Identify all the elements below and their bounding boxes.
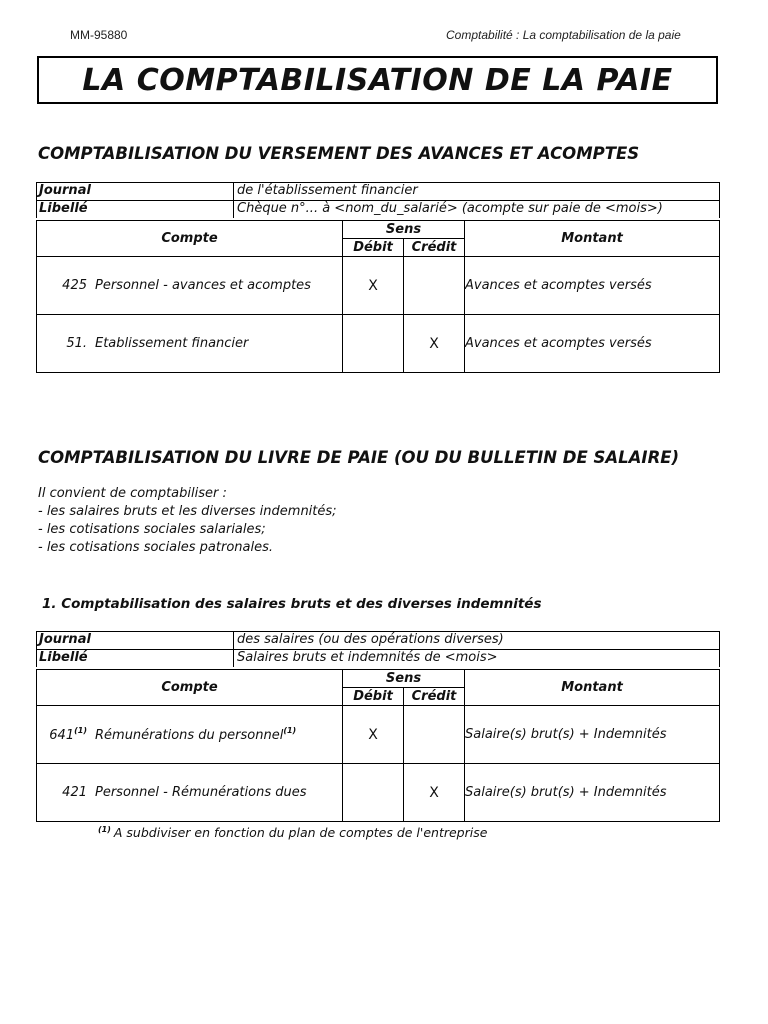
entry-table-avances — [36, 182, 720, 373]
journal-row — [36, 631, 720, 649]
amount-description: Salaire(s) brut(s) + Indemnités — [465, 706, 720, 764]
footnote-mark: (1) — [98, 825, 111, 834]
entry-table-salaires — [36, 631, 720, 822]
journal-label: Journal — [37, 632, 234, 649]
account-number — [37, 726, 95, 743]
col-montant-header: Montant — [465, 670, 720, 706]
footnote-ref: (1) — [74, 726, 87, 735]
subsection-heading: 1. Comptabilisation des salaires bruts et des diverses indemnités — [42, 596, 542, 612]
table-row — [37, 315, 720, 373]
amount-description: Avances et acomptes versés — [465, 315, 720, 373]
libelle-label: Libellé — [37, 650, 234, 667]
libelle-row — [36, 200, 720, 218]
col-compte-header: Compte — [37, 221, 343, 257]
journal-value: des salaires (ou des opérations diverses) — [237, 632, 504, 647]
table-row — [37, 764, 720, 822]
debit-mark — [343, 315, 404, 373]
table-row — [37, 257, 720, 315]
account-label: Etablissement financier — [95, 336, 249, 351]
journal-row — [36, 182, 720, 200]
credit-mark: X — [404, 764, 465, 822]
account-label — [95, 726, 296, 743]
list-item: - les cotisations sociales patronales. — [38, 540, 273, 555]
table-row — [37, 706, 720, 764]
col-montant-header: Montant — [465, 221, 720, 257]
libelle-row — [36, 649, 720, 667]
intro-text: Il convient de comptabiliser : — [38, 486, 227, 501]
list-item: - les cotisations sociales salariales; — [38, 522, 266, 537]
page-title-box — [37, 56, 718, 104]
entries-grid — [36, 220, 720, 373]
credit-mark: X — [404, 315, 465, 373]
section1-heading: COMPTABILISATION DU VERSEMENT DES AVANCES ET ACOMPTES — [38, 144, 640, 163]
col-sens-header: Sens — [343, 670, 465, 688]
footnote-text: A subdiviser en fonction du plan de comptes de l'entreprise — [113, 825, 488, 840]
account-label: Personnel - Rémunérations dues — [95, 785, 307, 800]
entries-grid — [36, 669, 720, 822]
credit-mark — [404, 706, 465, 764]
journal-label: Journal — [37, 183, 234, 200]
footnote — [98, 825, 487, 840]
document-reference: MM-95880 — [70, 28, 128, 42]
intro-paragraph — [38, 485, 337, 557]
col-compte-header: Compte — [37, 670, 343, 706]
amount-description: Salaire(s) brut(s) + Indemnités — [465, 764, 720, 822]
debit-mark — [343, 764, 404, 822]
account-number: 425 — [62, 278, 87, 293]
libelle-value: Salaires bruts et indemnités de <mois> — [237, 650, 498, 665]
running-header: Comptabilité : La comptabilisation de la paie — [446, 28, 681, 42]
col-credit-header: Crédit — [404, 239, 465, 257]
account-label-text: Rémunérations du personnel — [95, 728, 284, 743]
col-credit-header: Crédit — [404, 688, 465, 706]
account-number: 421 — [62, 785, 87, 800]
amount-description: Avances et acomptes versés — [465, 257, 720, 315]
col-debit-header: Débit — [343, 688, 404, 706]
account-number-text: 641 — [49, 728, 75, 743]
footnote-ref: (1) — [283, 726, 297, 735]
col-sens-header: Sens — [343, 221, 465, 239]
libelle-label: Libellé — [37, 201, 234, 218]
debit-mark: X — [343, 257, 404, 315]
list-item: - les salaires bruts et les diverses indemnités; — [38, 504, 337, 519]
section2-heading: COMPTABILISATION DU LIVRE DE PAIE (OU DU BULLETIN DE SALAIRE) — [38, 448, 680, 467]
debit-mark: X — [343, 706, 404, 764]
page-title: LA COMPTABILISATION DE LA PAIE — [82, 62, 673, 98]
account-label: Personnel - avances et acomptes — [95, 278, 311, 293]
libelle-value: Chèque n°... à <nom_du_salarié> (acompte sur paie de <mois>) — [237, 201, 663, 216]
credit-mark — [404, 257, 465, 315]
account-number: 51. — [66, 336, 87, 351]
journal-value: de l'établissement financier — [237, 183, 418, 198]
col-debit-header: Débit — [343, 239, 404, 257]
